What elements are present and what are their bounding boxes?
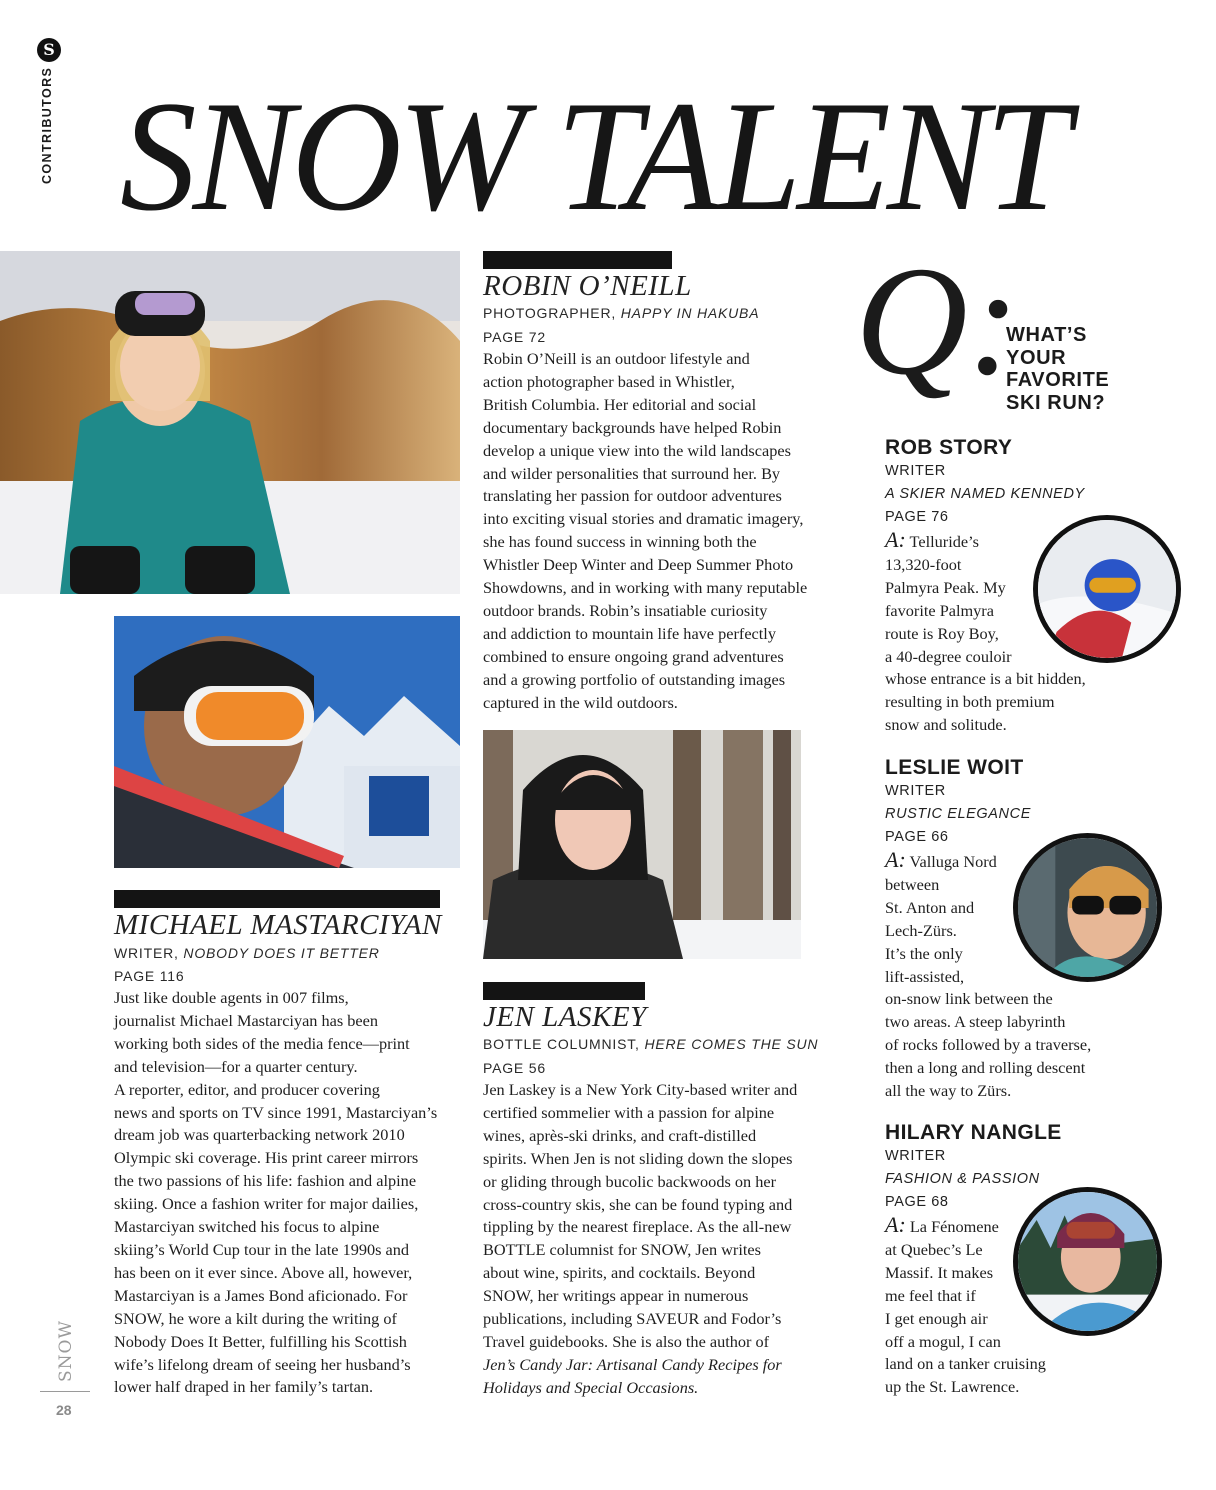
question-line: SKI RUN? [1006, 391, 1106, 414]
bio-line: the two passions of his life: fashion and alpine [114, 1171, 417, 1191]
answer-mark: A: [885, 1212, 906, 1237]
bio-line: develop a unique view into the wild landscapes [483, 440, 791, 460]
bio-line: tippling by the nearest fireplace. As the all-new [483, 1217, 792, 1237]
bio-line: certified sommelier with a passion for alpine [483, 1102, 775, 1122]
bio-line: Jen Laskey is a New York City-based writer and [483, 1080, 798, 1099]
role-label: PHOTOGRAPHER, [483, 305, 617, 321]
answer-leslie-woit [885, 756, 1125, 1103]
name-bar [114, 890, 440, 908]
answer-text [885, 1214, 1125, 1399]
bio-line: publications, including SAVEUR and Fodor’s [483, 1309, 782, 1329]
answer-line: Palmyra Peak. My [885, 577, 1006, 597]
answer-line: route is Roy Boy, [885, 623, 999, 643]
answer-line: La Fénomene [909, 1217, 999, 1236]
jen-laskey-photo [483, 730, 801, 959]
question-line: WHAT’S [1006, 324, 1087, 346]
contributor-name: MICHAEL MASTARCIYAN [114, 909, 442, 941]
answer-story-title: FASHION & PASSION [885, 1171, 1040, 1187]
answer-page: PAGE 66 [885, 829, 949, 845]
contributor-bio [114, 987, 474, 1399]
answer-line: land on a tanker cruising [885, 1354, 1046, 1374]
answer-line: snow and solitude. [885, 715, 1007, 735]
question-line: FAVORITE [1006, 369, 1110, 391]
page-reference: PAGE 72 [483, 329, 546, 345]
story-title: HERE COMES THE SUN [644, 1036, 819, 1052]
contributor-name: JEN LASKEY [483, 1001, 647, 1033]
bio-line: wines, après-ski drinks, and craft-distilled [483, 1125, 757, 1145]
answer-text [885, 849, 1125, 1103]
bio-line: working both sides of the media fence—print [114, 1033, 410, 1053]
answer-line: Massif. It makes [885, 1262, 994, 1282]
bio-line: and a growing portfolio of outstanding images [483, 669, 786, 689]
answer-line: whose entrance is a bit hidden, [885, 669, 1086, 689]
answer-line: 13,320-foot [885, 554, 962, 574]
bio-line: journalist Michael Mastarciyan has been [114, 1010, 379, 1030]
page-number: 28 [56, 1402, 72, 1418]
answer-rob-story [885, 436, 1125, 737]
bio-line: captured in the wild outdoors. [483, 692, 678, 712]
bio-line: Whistler Deep Winter and Deep Summer Photo [483, 555, 794, 575]
answer-line: of rocks followed by a traverse, [885, 1035, 1092, 1055]
answer-line: Lech-Zürs. [885, 920, 957, 940]
contributor-bio [483, 348, 843, 715]
story-title: HAPPY IN HAKUBA [620, 305, 760, 321]
bio-line: wife’s lifelong dream of seeing her husband’s [114, 1354, 411, 1374]
bio-line: combined to ensure ongoing grand adventures [483, 646, 784, 666]
contributor-role [483, 1036, 818, 1052]
bio-line: Mastarciyan is a James Bond aficionado. For [114, 1285, 408, 1305]
contributor-name: ROBIN O’NEILL [483, 270, 692, 302]
answer-line: favorite Palmyra [885, 600, 994, 620]
answer-line: Telluride’s [909, 532, 979, 551]
michael-mastarciyan-photo [114, 616, 460, 868]
bio-line: A reporter, editor, and producer covering [114, 1079, 380, 1099]
bio-line: about wine, spirits, and cocktails. Beyond [483, 1263, 756, 1283]
bio-line: news and sports on TV since 1991, Mastarciyan’s [114, 1102, 438, 1122]
question-mark-letter: Q: [855, 234, 1020, 407]
answer-story-title: A SKIER NAMED KENNEDY [885, 486, 1085, 502]
contributor-role [483, 305, 759, 321]
bio-line: Nobody Does It Better, fulfilling his Scottish [114, 1331, 407, 1351]
bio-line: spirits. When Jen is not sliding down the slopes [483, 1148, 793, 1168]
bio-line: skiing’s World Cup tour in the late 1990s and [114, 1239, 410, 1259]
rail-divider [40, 1391, 90, 1392]
answer-story-title: RUSTIC ELEGANCE [885, 806, 1031, 822]
answer-line: I get enough air [885, 1308, 988, 1328]
bio-line: and television—for a quarter century. [114, 1056, 358, 1076]
contributor-bio [483, 1079, 848, 1400]
name-bar [483, 251, 672, 269]
answer-name: HILARY NANGLE [885, 1121, 1062, 1144]
page-title: SNOW TALENT [120, 69, 1067, 244]
bio-line: Travel guidebooks. She is also the author of [483, 1331, 770, 1351]
answer-line: up the St. Lawrence. [885, 1377, 1020, 1397]
bio-line: Robin O’Neill is an outdoor lifestyle and [483, 349, 750, 368]
role-label: BOTTLE COLUMNIST, [483, 1036, 640, 1052]
bio-line: and addiction to mountain life have perfectly [483, 623, 776, 643]
answer-text [885, 529, 1125, 737]
answer-name: LESLIE WOIT [885, 756, 1024, 779]
story-title: NOBODY DOES IT BETTER [183, 945, 380, 961]
bio-line: Holidays and Special Occasions. [483, 1377, 699, 1397]
answer-line: It’s the only [885, 943, 963, 963]
bio-line: Jen’s Candy Jar: Artisanal Candy Recipes for [483, 1354, 782, 1374]
answer-line: all the way to Zürs. [885, 1081, 1012, 1101]
answer-line: between [885, 874, 940, 894]
contributor-role [114, 945, 380, 961]
bio-line: translating her passion for outdoor adventures [483, 486, 782, 506]
answer-line: resulting in both premium [885, 692, 1055, 712]
bio-line: BOTTLE columnist for SNOW, Jen writes [483, 1240, 761, 1260]
bio-line: she has found success in winning both the [483, 532, 757, 552]
section-label: CONTRIBUTORS [40, 66, 54, 184]
answer-line: St. Anton and [885, 897, 975, 917]
bio-line: documentary backgrounds have helped Robin [483, 417, 782, 437]
robin-oneill-photo [0, 251, 460, 594]
answer-line: then a long and rolling descent [885, 1058, 1086, 1078]
bio-line: dream job was quarterbacking network 2010 [114, 1125, 405, 1145]
bio-line: cross-country skis, she can be found typing and [483, 1194, 793, 1214]
bio-line: or gliding through bucolic backwoods on her [483, 1171, 777, 1191]
bio-line: lower half draped in her family’s tartan. [114, 1377, 374, 1397]
answer-line: me feel that if [885, 1285, 976, 1305]
bio-line: Mastarciyan switched his focus to alpine [114, 1217, 380, 1237]
page-reference: PAGE 56 [483, 1060, 546, 1076]
answer-mark: A: [885, 527, 906, 552]
page-reference: PAGE 116 [114, 968, 185, 984]
name-bar [483, 982, 645, 1000]
answer-page: PAGE 68 [885, 1194, 949, 1210]
bio-line: British Columbia. Her editorial and social [483, 394, 757, 414]
answer-role: WRITER [885, 463, 946, 479]
bio-line: and wilder personalities that surround her. By [483, 463, 781, 483]
bio-line: SNOW, her writings appear in numerous [483, 1286, 749, 1306]
answer-line: lift-assisted, [885, 966, 965, 986]
magazine-logo-icon: S [37, 38, 61, 62]
bio-line: has been on it ever since. Above all, however, [114, 1262, 413, 1282]
bio-line: action photographer based in Whistler, [483, 371, 735, 391]
answer-line: Valluga Nord [909, 852, 997, 871]
answer-hilary-nangle [885, 1121, 1125, 1399]
answer-mark: A: [885, 847, 906, 872]
bio-line: Olympic ski coverage. His print career mirrors [114, 1148, 419, 1168]
bio-line: Just like double agents in 007 films, [114, 988, 349, 1007]
answer-page: PAGE 76 [885, 509, 949, 525]
answer-line: at Quebec’s Le [885, 1239, 983, 1259]
answer-line: off a mogul, I can [885, 1331, 1001, 1351]
question-line: YOUR [1006, 346, 1067, 369]
answer-name: ROB STORY [885, 436, 1013, 459]
role-label: WRITER, [114, 945, 179, 961]
magazine-name: SNOW [56, 1320, 76, 1382]
bio-line: outdoor brands. Robin’s insatiable curiosity [483, 600, 768, 620]
bio-line: SNOW, he wore a kilt during the writing of [114, 1308, 397, 1328]
bio-line: into exciting visual stories and dramatic imagery, [483, 509, 804, 529]
bio-line: skiing. Once a fashion writer for major dailies, [114, 1194, 419, 1214]
answer-role: WRITER [885, 783, 946, 799]
bio-line: Showdowns, and in working with many reputable [483, 578, 808, 598]
answer-line: on-snow link between the [885, 989, 1053, 1009]
answer-line: a 40-degree couloir [885, 646, 1012, 666]
answer-role: WRITER [885, 1148, 946, 1164]
question-text [1006, 324, 1166, 414]
answer-line: two areas. A steep labyrinth [885, 1012, 1066, 1032]
